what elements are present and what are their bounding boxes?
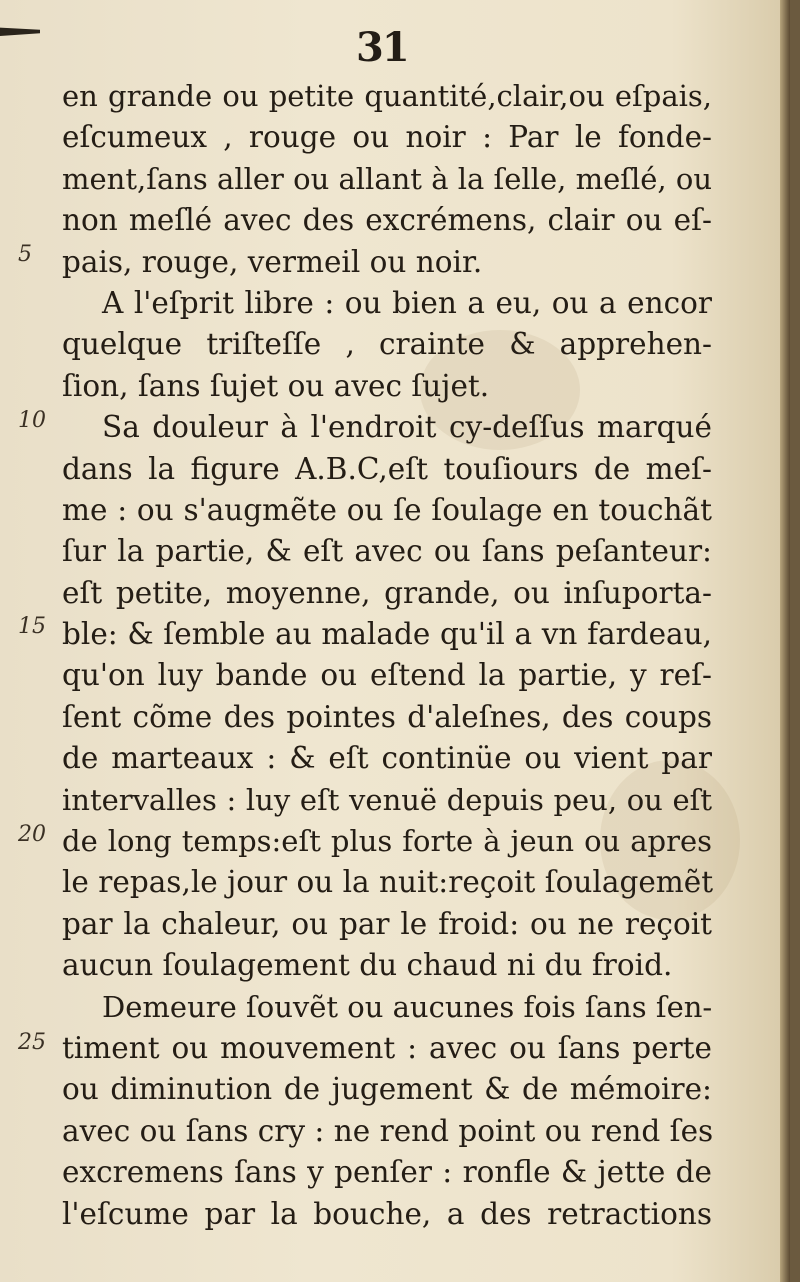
text-line: le repas,le jour ou la nuit:reçoit ſoulagemẽt	[62, 865, 714, 900]
text-line: ſur la partie, & eſt avec ou ſans peſanteur:	[62, 534, 712, 569]
line-number-15: 15	[18, 614, 46, 639]
text-line: excremens ſans y penſer : ronfle & jette de	[62, 1155, 712, 1190]
text-line: de marteaux : & eſt continüe ou vient par	[62, 741, 712, 776]
text-line: pais, rouge, vermeil ou noir.	[62, 244, 483, 279]
text-line: dans la figure A.B.C,eſt touſiours de meſ-	[62, 451, 712, 486]
page-number: 31	[356, 24, 408, 71]
text-line: qu'on luy bande ou eſtend la partie, y reſ-	[62, 658, 712, 693]
text-line: de long temps:eſt plus forte à jeun ou apres	[62, 824, 712, 859]
text-line: par la chaleur, ou par le froid: ou ne reçoit	[62, 906, 712, 941]
text-line: avec ou ſans cry : ne rend point ou rend ſes	[62, 1113, 714, 1148]
text-line: eſt petite, moyenne, grande, ou inſuporta-	[62, 575, 712, 610]
text-line: intervalles : luy eſt venuë depuis peu, ou eſt	[62, 782, 712, 817]
text-line: me : ou s'augmẽte ou ſe ſoulage en touchãt	[62, 492, 712, 527]
text-line: aucun ſoulagement du chaud ni du froid.	[62, 948, 673, 983]
text-line: Sa douleur à l'endroit cy-deſſus marqué	[102, 410, 712, 445]
corner-ink-mark	[0, 22, 40, 36]
body-text	[62, 76, 712, 1235]
text-line: ſion, ſans ſujet ou avec ſujet.	[62, 368, 490, 403]
text-line: en grande ou petite quantité,clair,ou eſpais,	[62, 79, 712, 113]
text-line: ſent cõme des pointes d'aleſnes, des coups	[62, 699, 712, 734]
line-number-10: 10	[18, 408, 46, 433]
text-line: l'eſcume par la bouche, a des retractions	[62, 1196, 712, 1231]
line-number-20: 20	[18, 822, 46, 847]
line-number-5: 5	[18, 242, 32, 267]
line-number-25: 25	[18, 1030, 46, 1055]
text-line: Demeure ſouvẽt ou aucunes fois ſans ſen-	[102, 989, 713, 1024]
text-line: ou diminution de jugement & de mémoire:	[62, 1072, 712, 1107]
text-line: ble: & ſemble au malade qu'il a vn fardeau,	[62, 617, 712, 652]
text-line: quelque triſteſſe , crainte & apprehen-	[62, 327, 712, 362]
text-line: timent ou mouvement : avec ou ſans perte	[62, 1030, 712, 1065]
text-line: non meſlé avec des excrémens, clair ou eſ-	[62, 203, 712, 238]
text-line: eſcumeux , rouge ou noir : Par le fonde-	[62, 120, 712, 155]
text-line: ment,ſans aller ou allant à la ſelle, meſlé, ou	[62, 161, 712, 196]
text-line: A l'eſprit libre : ou bien a eu, ou a encor	[102, 285, 712, 320]
page-edge-shadow	[780, 0, 790, 1282]
